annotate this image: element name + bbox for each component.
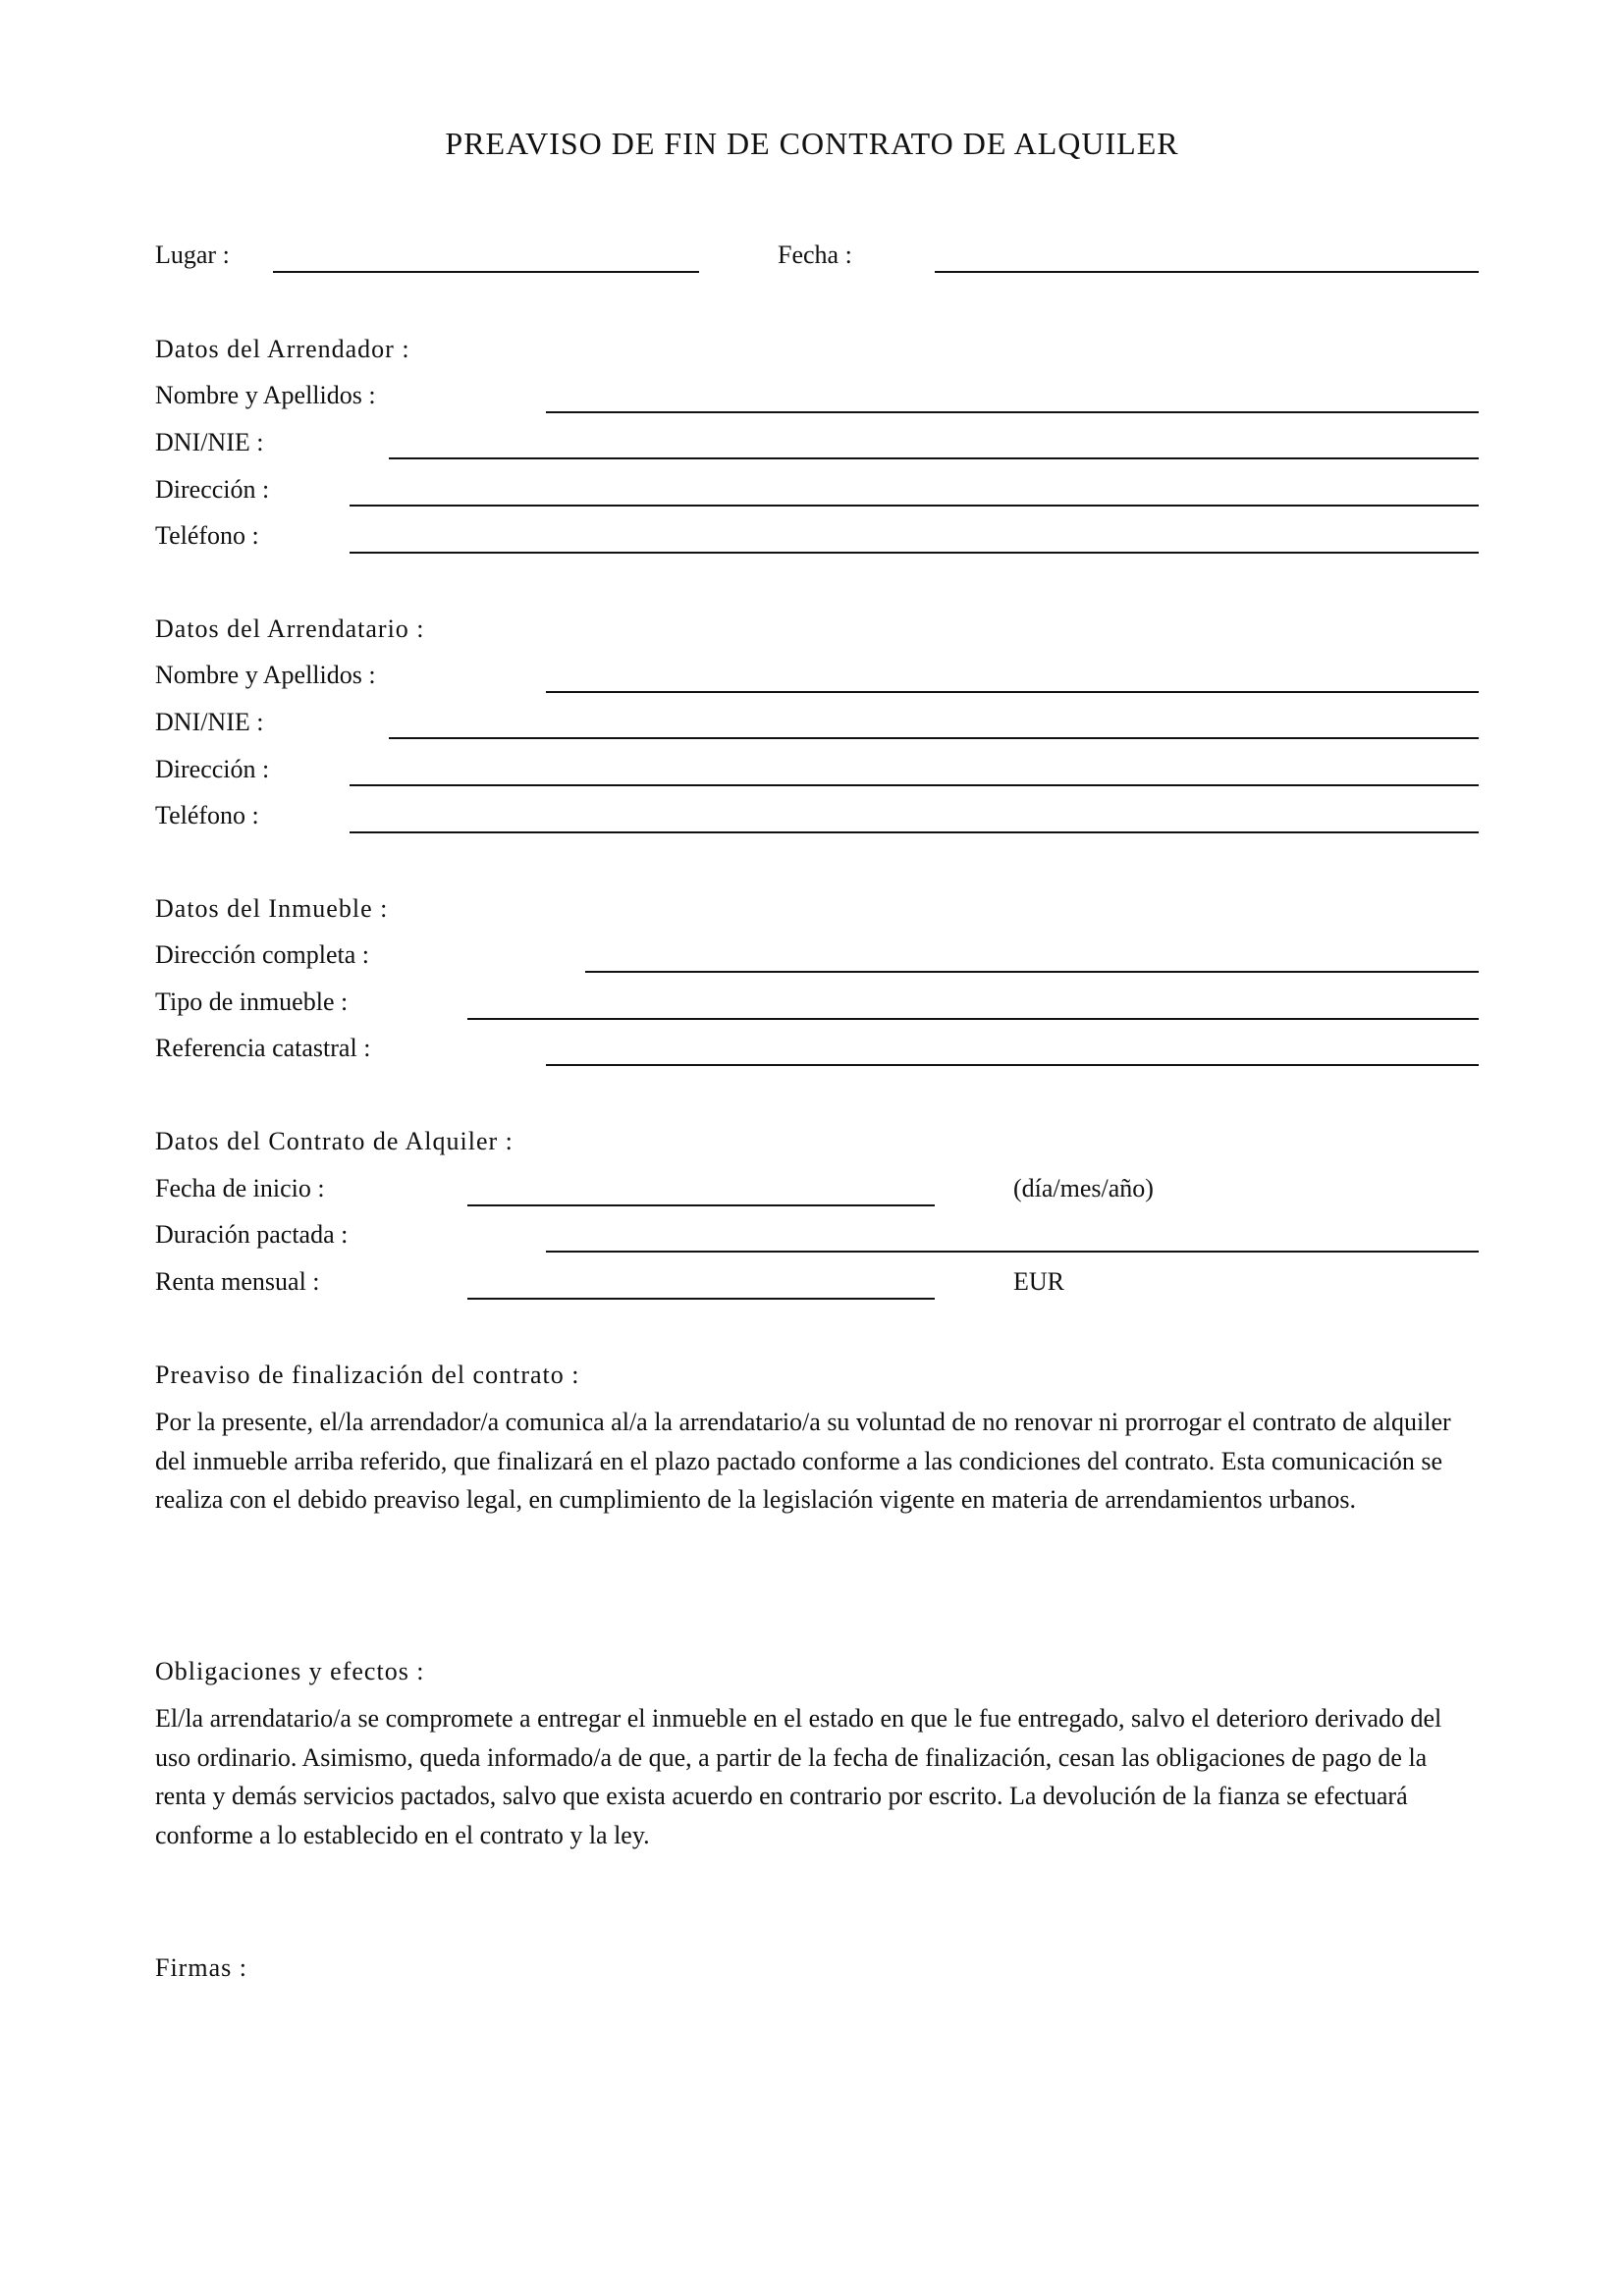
arrendatario-telefono-label: Teléfono : [155, 801, 259, 829]
fecha-field[interactable] [935, 271, 1479, 273]
lugar-field[interactable] [273, 271, 699, 273]
arrendador-nombre-label: Nombre y Apellidos : [155, 381, 376, 409]
lugar-label: Lugar : [155, 240, 230, 269]
arrendatario-direccion-field[interactable] [350, 784, 1479, 786]
arrendatario-telefono-field[interactable] [350, 831, 1479, 833]
inmueble-heading: Datos del Inmueble : [155, 894, 389, 923]
inmueble-tipo-field[interactable] [467, 1018, 1479, 1020]
arrendador-heading: Datos del Arrendador : [155, 335, 410, 363]
preaviso-paragraph: Por la presente, el/la arrendador/a comunica al/a la arrendatario/a su voluntad de no renovar ni prorrogar el contrato de alquiler del inmueble arriba referido, que finalizará en el plazo pactado conforme a las condiciones del contrato. Esta comunicación se realiza con el debido preaviso legal, en cumplimiento de la legislación vigente en materia de arrendamientos urbanos. [155, 1408, 1451, 1514]
arrendador-direccion-label: Dirección : [155, 475, 270, 504]
inmueble-direccion-field[interactable] [585, 971, 1479, 973]
arrendador-dni-label: DNI/NIE : [155, 428, 264, 456]
arrendador-direccion-field[interactable] [350, 505, 1479, 507]
contrato-renta-label: Renta mensual : [155, 1267, 320, 1296]
firmas-heading: Firmas : [155, 1953, 247, 1982]
inmueble-referencia-label: Referencia catastral : [155, 1034, 371, 1062]
arrendatario-dni-label: DNI/NIE : [155, 708, 264, 736]
arrendatario-direccion-label: Dirección : [155, 755, 270, 783]
document-title: PREAVISO DE FIN DE CONTRATO DE ALQUILER [445, 126, 1179, 161]
contrato-heading: Datos del Contrato de Alquiler : [155, 1127, 514, 1155]
arrendatario-heading: Datos del Arrendatario : [155, 614, 425, 643]
preaviso-heading: Preaviso de finalización del contrato : [155, 1361, 580, 1389]
inmueble-referencia-field[interactable] [546, 1064, 1479, 1066]
contrato-fecha-inicio-field[interactable] [467, 1204, 935, 1206]
arrendatario-nombre-label: Nombre y Apellidos : [155, 661, 376, 689]
obligaciones-heading: Obligaciones y efectos : [155, 1657, 425, 1685]
contrato-fecha-hint: (día/mes/año) [1013, 1174, 1154, 1202]
contrato-renta-unit: EUR [1013, 1267, 1064, 1296]
obligaciones-paragraph: El/la arrendatario/a se compromete a entregar el inmueble en el estado en que le fue entregado, salvo el deterioro derivado del uso ordinario. Asimismo, queda informado/a de que, a partir de la fecha de finalización, cesan las obligaciones de pago de la renta y demás servicios pactados, salvo que exista acuerdo en contrario por escrito. La devolución de la fianza se efectuará conforme a lo establecido en el contrato y la ley. [155, 1704, 1442, 1849]
contrato-fecha-inicio-label: Fecha de inicio : [155, 1174, 325, 1202]
fecha-label: Fecha : [778, 240, 852, 269]
arrendador-dni-field[interactable] [389, 457, 1479, 459]
arrendador-telefono-label: Teléfono : [155, 521, 259, 550]
contrato-duracion-label: Duración pactada : [155, 1220, 349, 1249]
arrendador-telefono-field[interactable] [350, 552, 1479, 554]
arrendatario-dni-field[interactable] [389, 737, 1479, 739]
contrato-renta-field[interactable] [467, 1298, 935, 1300]
inmueble-tipo-label: Tipo de inmueble : [155, 988, 349, 1016]
arrendatario-nombre-field[interactable] [546, 691, 1479, 693]
inmueble-direccion-label: Dirección completa : [155, 940, 370, 969]
contrato-duracion-field[interactable] [546, 1251, 1479, 1253]
arrendador-nombre-field[interactable] [546, 411, 1479, 413]
